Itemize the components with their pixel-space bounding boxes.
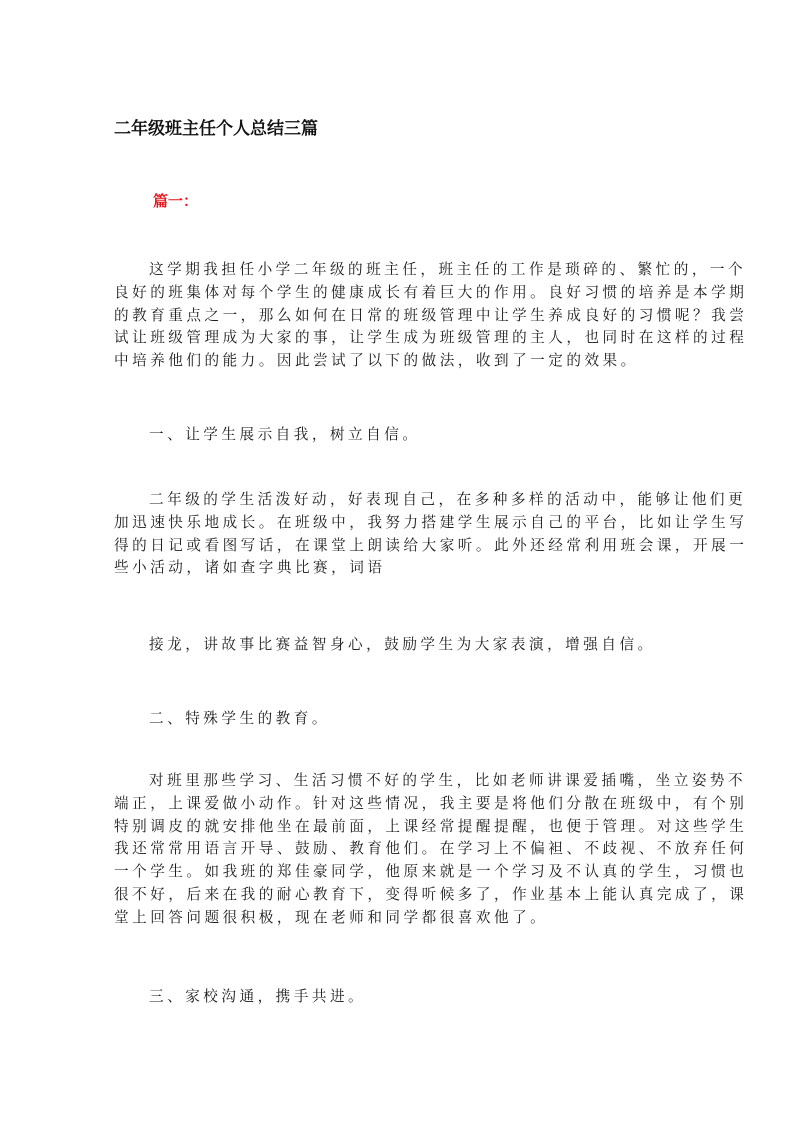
section-heading-3: 三、家校沟通，携手共进。 — [149, 988, 367, 1005]
section-heading-2: 二、特殊学生的教育。 — [149, 710, 330, 727]
paragraph-line: 得的日记或看图写话，在课堂上朗读给大家听。此外还经常利用班会课，开展一 — [114, 536, 748, 554]
paragraph-line: 加迅速快乐地成长。在班级中，我努力搭建学生展示自己的平台，比如让学生写 — [114, 513, 748, 531]
paragraph-line: 良好的班集体对每个学生的健康成长有着巨大的作用。良好习惯的培养是本学期 — [114, 283, 748, 301]
paragraph-line: 我还常常用语言开导、鼓励、教育他们。在学习上不偏袒、不歧视、不放弃任何 — [114, 840, 748, 858]
intro-paragraph — [114, 259, 748, 373]
paragraph-line: 一个学生。如我班的郑佳豪同学，他原来就是一个学习及不认真的学生，习惯也 — [114, 863, 748, 881]
paragraph-line: 中培养他们的能力。因此尝试了以下的做法，收到了一定的效果。 — [114, 352, 639, 370]
paragraph-line: 二年级的学生活泼好动，好表现自己，在多种多样的活动中，能够让他们更 — [149, 491, 747, 508]
section-heading-1: 一、让学生展示自我，树立自信。 — [149, 426, 421, 443]
paragraph-1 — [114, 489, 748, 580]
section-label-part-one: 篇一： — [153, 192, 199, 210]
document-title: 二年级班主任个人总结三篇 — [114, 119, 318, 139]
paragraph-line: 很不好，后来在我的耐心教育下，变得听候多了，作业基本上能认真完成了，课 — [114, 885, 748, 903]
paragraph-2 — [114, 770, 748, 930]
paragraph-1-continuation: 接龙，讲故事比赛益智身心，鼓励学生为大家表演，增强自信。 — [149, 636, 656, 653]
paragraph-line: 对班里那些学习、生活习惯不好的学生，比如老师讲课爱插嘴，坐立姿势不 — [149, 772, 747, 789]
paragraph-line: 堂上回答问题很积极，现在老师和同学都很喜欢他了。 — [114, 908, 549, 926]
paragraph-line: 的教育重点之一，那么如何在日常的班级管理中让学生养成良好的习惯呢？我尝 — [114, 306, 748, 324]
paragraph-line: 试让班级管理成为大家的事，让学生成为班级管理的主人，也同时在这样的过程 — [114, 329, 748, 347]
paragraph-line: 些小活动，诸如查字典比赛，词语 — [114, 559, 386, 577]
paragraph-line: 这学期我担任小学二年级的班主任，班主任的工作是琐碎的、繁忙的，一个 — [149, 261, 747, 278]
paragraph-line: 特别调皮的就安排他坐在最前面，上课经常提醒提醒，也便于管理。对这些学生 — [114, 817, 748, 835]
paragraph-line: 端正，上课爱做小动作。针对这些情况，我主要是将他们分散在班级中，有个别 — [114, 794, 748, 812]
